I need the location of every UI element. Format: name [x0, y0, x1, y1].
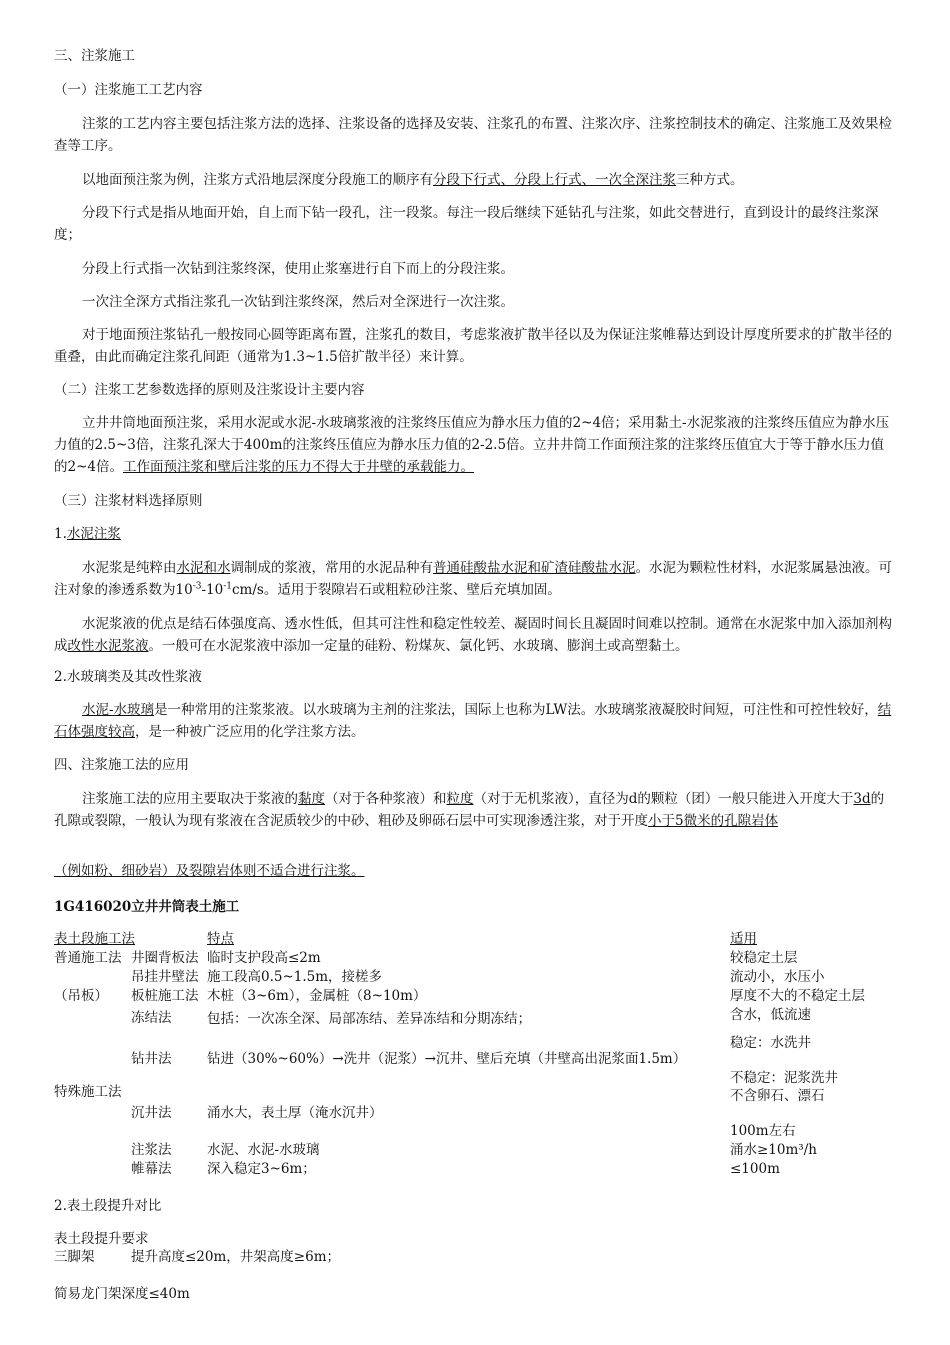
para-5: 一次注全深方式指注浆孔一次钻到注浆终深，然后对全深进行一次注浆。 — [82, 294, 514, 310]
section-3-title: 三、注浆施工 — [54, 48, 135, 64]
lift-row-2: 简易龙门架深度≤40m — [54, 1286, 190, 1302]
cell: 注浆法 — [131, 1142, 172, 1158]
cell: 涌水≥10m³/h — [730, 1142, 817, 1158]
th-method: 表土段施工法 — [54, 931, 135, 947]
cell: 深入稳定3~6m； — [207, 1161, 316, 1177]
cell: 不含卵石、漂石 — [730, 1088, 825, 1104]
cell: 井圈背板法 — [131, 950, 199, 966]
cell: （吊板） — [54, 988, 108, 1004]
cell: 施工段高0.5~1.5m，接槎多 — [207, 969, 383, 985]
cell: ≤100m — [730, 1161, 780, 1177]
cell: 板桩施工法 — [131, 988, 199, 1004]
lift-row-1-label: 三脚架 — [54, 1249, 95, 1265]
cell: 冻结法 — [131, 1010, 172, 1026]
para-2: 以地面预注浆为例，注浆方式沿地层深度分段施工的顺序有分段下行式、分段上行式、一次全深注浆三种方式。 — [82, 172, 744, 188]
underlined-pressure-rule: 工作面预注浆和壁后注浆的压力不得大于井壁的承载能力。 — [123, 459, 474, 475]
cell: 含水，低流速 — [730, 1007, 811, 1023]
para-10: 水泥-水玻璃是一种常用的注浆浆液。以水玻璃为主剂的注浆法，国际上也称为LW法。水玻璃浆液凝胶时间短，可注性和可控性较好，结石体强度较高，是一种被广泛应用的化学注浆方法。 — [54, 702, 892, 740]
underlined-methods: 分段下行式、分段上行式、一次全深注浆 — [433, 172, 676, 188]
lift-row-1-value: 提升高度≤20m，井架高度≥6m； — [131, 1249, 340, 1265]
cell: 不稳定：泥浆洗井 — [730, 1070, 838, 1086]
para-4: 分段上行式指一次钻到注浆终深，使用止浆塞进行自下而上的分段注浆。 — [82, 261, 514, 277]
cell: 普通施工法 — [54, 950, 122, 966]
cell: 沉井法 — [131, 1105, 172, 1121]
para-3: 分段下行式是指从地面开始，自上而下钻一段孔，注一段浆。每注一段后继续下延钻孔与注浆，如此交替进行，直到设计的最终注浆深度； — [54, 205, 879, 243]
heading-cement-grouting: 1.水泥注浆 — [54, 526, 121, 542]
th-apply: 适用 — [730, 931, 757, 947]
para-12: （例如粉、细砂岩）及裂隙岩体则不适合进行注浆。 — [54, 863, 365, 879]
heading-surface-soil: 1G416020立井井筒表土施工 — [54, 899, 240, 915]
cell: 流动小，水压小 — [730, 969, 825, 985]
para-11: 注浆施工法的应用主要取决于浆液的黏度（对于各种浆液）和粒度（对于无机浆液），直径为d的颗粒（团）一般只能进入开度大于3d的孔隙或裂隙，一般认为现有浆液在含泥质较少的中砂、粗砂及卵砾石层中可实现渗透注浆，对于开度小于5微米的孔隙岩体 — [54, 791, 885, 829]
cell: 钻进（30%~60%）→洗井（泥浆）→沉井、壁后充填（井壁高出泥浆面1.5m） — [207, 1051, 687, 1067]
cell: 临时支护段高≤2m — [207, 950, 321, 966]
cell: 较稳定土层 — [730, 950, 798, 966]
cell: 涌水大，表土厚（淹水沉井） — [207, 1105, 383, 1121]
section-3-2-title: （二）注浆工艺参数选择的原则及注浆设计主要内容 — [54, 382, 365, 398]
para-9: 水泥浆液的优点是结石体强度高、透水性低，但其可注性和稳定性较差、凝固时间长且凝固时间难以控制。通常在水泥浆中加入添加剂构成改性水泥浆液。一般可在水泥浆液中添加一定量的硅粉、粉煤灰、氯化钙、水玻璃、膨润土或高塑黏土。 — [54, 616, 892, 654]
cell: 厚度不大的不稳定土层 — [730, 988, 865, 1004]
para-7: 立井井筒地面预注浆，采用水泥或水泥-水玻璃浆液的注浆终压值应为静水压力值的2~4倍；采用黏土-水泥浆液的注浆终压值应为静水压力值的2.5~3倍，注浆孔深大于400m的注浆终压值应为静水压力值的2-2.5倍。立井井筒工作面预注浆的注浆终压值宜大于等于静水压力值的2~4倍。工作面预注浆和壁后注浆的压力不得大于井壁的承载能力。 — [54, 415, 890, 475]
lift-title: 表土段提升要求 — [54, 1231, 149, 1247]
cell: 帷幕法 — [131, 1161, 172, 1177]
para-6: 对于地面预注浆钻孔一般按同心圆等距离布置，注浆孔的数目，考虑浆液扩散半径以及为保证注浆帷幕达到设计厚度所要求的扩散半径的重叠，由此而确定注浆孔间距（通常为1.3~1.5倍扩散半径）来计算。 — [54, 327, 892, 365]
section-4-title: 四、注浆施工法的应用 — [54, 757, 189, 773]
para-8: 水泥浆是纯粹由水泥和水调制成的浆液，常用的水泥品种有普通硅酸盐水泥和矿渣硅酸盐水泥。水泥为颗粒性材料，水泥浆属悬浊液。可注对象的渗透系数为$10^{-3}-10^{-1}cm/s$。适用于裂隙岩石或粗粒砂注浆、壁后充填加固。 — [54, 560, 892, 598]
cell: 钻井法 — [131, 1051, 172, 1067]
cell: 包括：一次冻全深、局部冻结、差异冻结和分期冻结； — [207, 1011, 531, 1027]
section-3-3-title: （三）注浆材料选择原则 — [54, 493, 203, 509]
cell: 特殊施工法 — [54, 1084, 122, 1100]
cell: 水泥、水泥-水玻璃 — [207, 1142, 320, 1158]
cell: 100m左右 — [730, 1123, 796, 1139]
cell: 吊挂井壁法 — [131, 969, 199, 985]
cell: 木桩（3~6m），金属桩（8~10m） — [207, 988, 427, 1004]
th-feature: 特点 — [207, 931, 234, 947]
section-3-1-title: （一）注浆施工工艺内容 — [54, 82, 203, 98]
cell: 稳定：水洗井 — [730, 1035, 811, 1051]
heading-water-glass: 2.水玻璃类及其改性浆液 — [54, 669, 202, 685]
heading-lift-comparison: 2.表土段提升对比 — [54, 1198, 162, 1214]
para-1: 注浆的工艺内容主要包括注浆方法的选择、注浆设备的选择及安装、注浆孔的布置、注浆次序、注浆控制技术的确定、注浆施工及效果检查等工序。 — [54, 116, 892, 154]
